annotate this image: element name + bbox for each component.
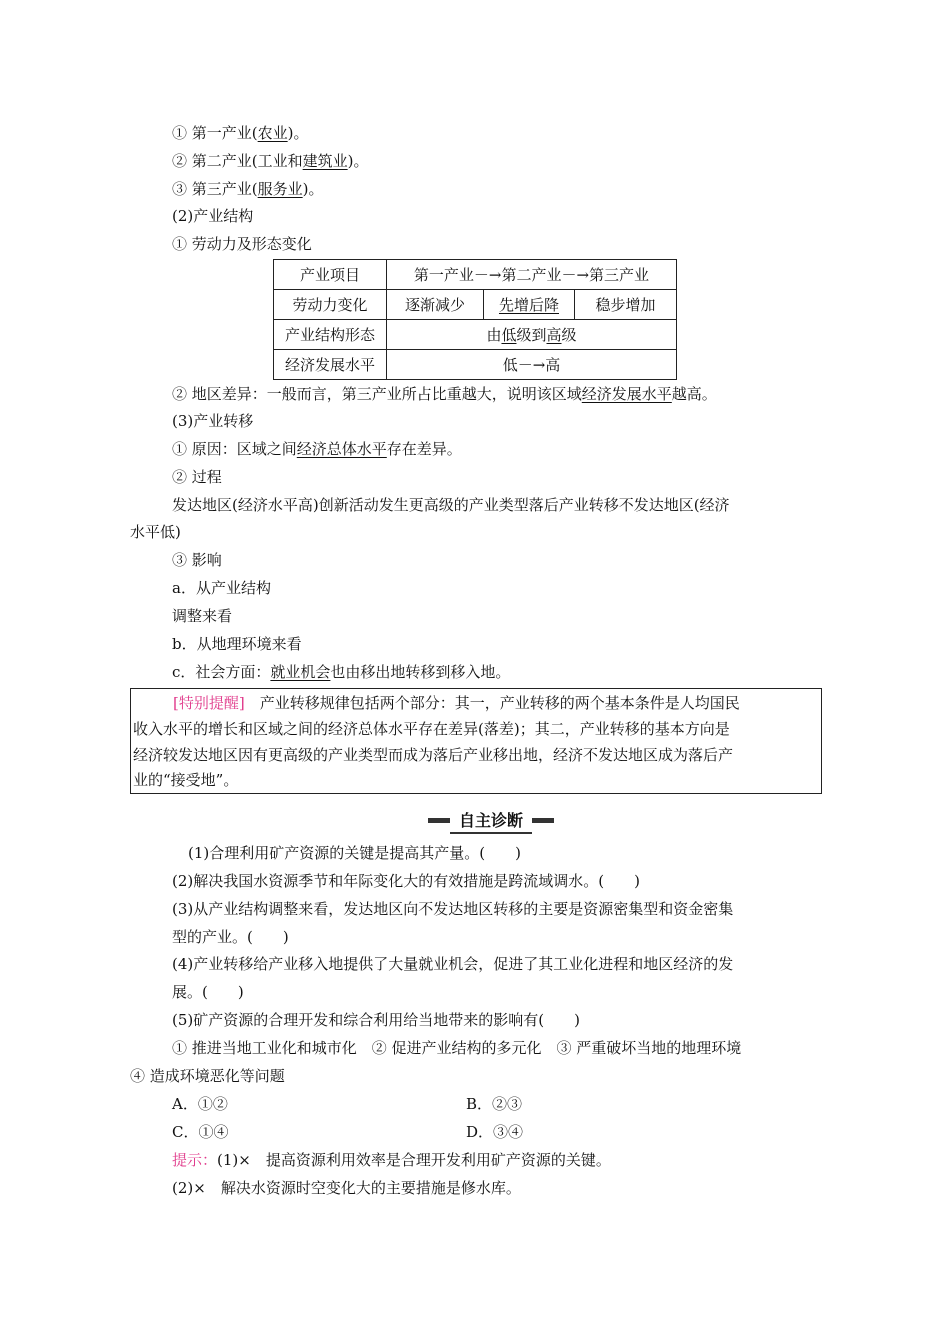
table-row [274,320,677,350]
table-cell [387,320,677,350]
transfer-heading: (3)产业转移 [172,412,254,430]
text: ③ 第三产业( [172,180,258,198]
process-text-line1: 发达地区(经济水平高)创新活动发生更高级的产业类型落后产业转移不发达地区(经济 [172,496,730,514]
question-2: (2)解决我国水资源季节和年际变化大的有效措施是跨流域调水。( ) [172,872,640,890]
text: )。 [287,124,309,142]
fill-blank: 农业 [257,124,288,142]
table-row [274,350,677,380]
text: 越高。 [671,385,717,403]
fill-blank: 建筑业 [302,152,348,170]
fill-blank: 服务业 [257,180,303,198]
banner-right-bar [532,818,554,823]
section-banner [428,810,554,832]
option-b: B．②③ [466,1095,523,1113]
text: ② 地区差异：一般而言，第三产业所占比重越大，说明该区域 [172,385,582,403]
note-line2: 收入水平的增长和区域之间的经济总体水平存在差异(落差)；其二，产业转移的基本方向是 [133,720,730,738]
question-5-items-line1: ① 推进当地工业化和城市化 ② 促进产业结构的多元化 ③ 严重破坏当地的地理环境 [172,1039,742,1057]
fill-blank: 就业机会 [270,663,331,681]
note-line4: 业的“接受地”。 [133,771,239,789]
secondary-industry [172,150,369,172]
regional-difference [172,383,717,405]
text: (1)× 提高资源利用效率是合理开发利用矿产资源的关键。 [217,1151,611,1169]
structure-heading: (2)产业结构 [172,207,254,225]
fill-blank: 经济总体水平 [296,440,387,458]
process-text-line2: 水平低) [130,523,181,541]
table-cell: 第一产业－→第二产业－→第三产业 [387,260,677,290]
text: 存在差异。 [386,440,462,458]
impact-c [172,661,510,683]
text: 级到 [516,325,547,344]
question-3-line2: 型的产业。( ) [172,928,289,946]
fill-blank: 先增后降 [498,295,559,314]
question-4-line1: (4)产业转移给产业移入地提供了大量就业机会，促进了其工业化进程和地区经济的发 [172,955,734,973]
note-line1 [173,692,740,714]
text: 级 [561,325,577,344]
section-title: 自主诊断 [450,810,532,834]
primary-industry [172,122,309,144]
text: ② 第二产业(工业和 [172,152,303,170]
impact-heading: ③ 影响 [172,551,222,569]
text: ① 第一产业( [172,124,258,142]
note-tag: [特别提醒] [173,694,245,712]
table-cell: 低－→高 [387,350,677,380]
text: )。 [347,152,369,170]
hint-1 [172,1149,611,1171]
industry-structure-table [273,259,677,380]
banner-left-bar [428,818,450,823]
question-4-line2: 展。( ) [172,983,244,1001]
tertiary-industry [172,178,324,200]
option-a: A．①② [172,1095,228,1113]
note-line3: 经济较发达地区因有更高级的产业类型而成为落后产业移出地，经济不发达地区成为落后产 [133,746,734,764]
table-cell: 劳动力变化 [274,290,387,320]
question-5: (5)矿产资源的合理开发和综合利用给当地带来的影响有( ) [172,1011,580,1029]
table-row [274,290,677,320]
transfer-reason [172,438,462,460]
table-cell: 经济发展水平 [274,350,387,380]
text: )。 [302,180,324,198]
process-heading: ② 过程 [172,468,222,486]
table-row [274,260,677,290]
question-3-line1: (3)从产业结构调整来看，发达地区向不发达地区转移的主要是资源密集型和资金密集 [172,900,734,918]
table-cell: 逐渐减少 [387,290,484,320]
fill-blank: 经济发展水平 [581,385,672,403]
impact-b: b．从地理环境来看 [172,635,302,653]
hint-label: 提示： [172,1151,218,1169]
fill-blank: 高 [546,325,562,344]
impact-a-line2: 调整来看 [172,607,233,625]
fill-blank: 低 [501,325,517,344]
option-c: C．①④ [172,1123,229,1141]
table-cell: 产业项目 [274,260,387,290]
text: 由 [486,325,502,344]
text: 产业转移规律包括两个部分：其一，产业转移的两个基本条件是人均国民 [259,694,740,712]
text: 也由移出地转移到移入地。 [330,663,511,681]
text: c．社会方面： [172,663,271,681]
text: ① 原因：区域之间 [172,440,297,458]
option-d: D．③④ [466,1123,524,1141]
question-1: (1)合理利用矿产资源的关键是提高其产量。( ) [188,844,521,862]
special-note-box [130,688,822,794]
hint-2: (2)× 解决水资源时空变化大的主要措施是修水库。 [172,1179,521,1197]
table-cell [484,290,575,320]
impact-a-line1: a．从产业结构 [172,579,271,597]
table-cell: 产业结构形态 [274,320,387,350]
question-5-items-line2: ④ 造成环境恶化等问题 [130,1067,285,1085]
table-cell: 稳步增加 [575,290,677,320]
labor-heading: ① 劳动力及形态变化 [172,235,312,253]
